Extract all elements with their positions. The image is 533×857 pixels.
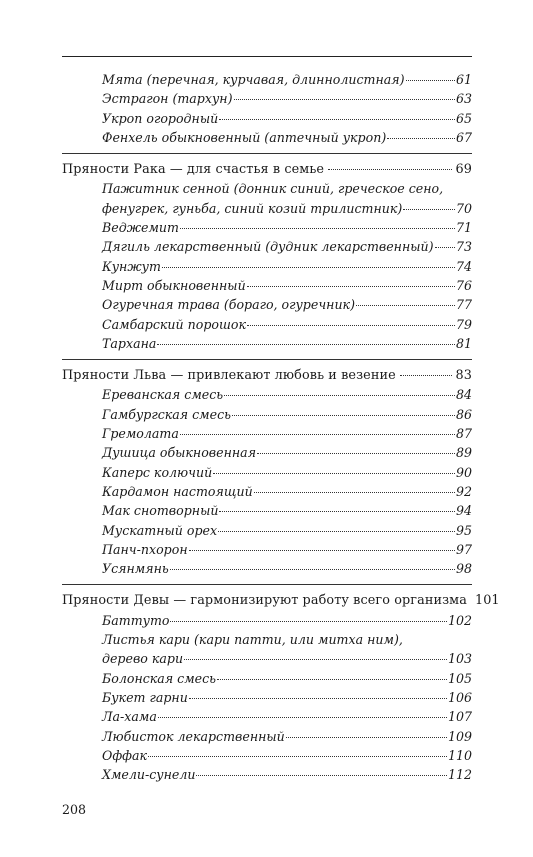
toc-entry-title: Дягиль лекарственный (дудник лекарственный)	[102, 239, 434, 255]
toc-entry-line	[62, 89, 472, 108]
toc-entry-title: Пажитник сенной (донник синий, греческое сено,	[102, 181, 444, 197]
toc-entry-page: 77	[455, 297, 472, 313]
toc-entry-line	[62, 727, 472, 746]
dot-leader	[196, 774, 446, 776]
toc-entry-line	[62, 649, 472, 668]
toc-entry-title: Оффак	[102, 747, 148, 763]
toc-entry-line	[62, 463, 472, 482]
toc-entry-line	[62, 611, 472, 630]
toc-entry-title: Укроп огородный	[102, 110, 219, 126]
toc-entry-title: Самбарский порошок	[102, 316, 247, 332]
toc-entry-title: Усянмянь	[102, 561, 169, 577]
toc-section	[62, 591, 500, 784]
dot-leader	[180, 227, 455, 229]
toc-entry-line	[62, 443, 472, 462]
toc-entry-line	[62, 559, 472, 578]
dot-leader	[170, 568, 455, 570]
toc-entry-line	[62, 334, 472, 353]
toc-entry-line	[62, 70, 472, 89]
dot-leader	[184, 658, 447, 660]
dot-leader	[234, 98, 455, 100]
section-divider	[62, 153, 472, 154]
toc-entry-page: 98	[455, 561, 472, 577]
toc-entry-line	[62, 746, 472, 765]
toc-section-title: Пряности Льва — привлекают любовь и везение	[62, 368, 396, 384]
toc-entry-page: 84	[455, 387, 472, 403]
toc-entry-line	[62, 501, 472, 520]
dot-leader	[247, 285, 455, 287]
dot-leader	[180, 433, 455, 435]
dot-leader	[217, 678, 447, 680]
toc-entry-page: 97	[455, 541, 472, 557]
toc-entry-page: 87	[455, 426, 472, 442]
toc-entry-line	[62, 521, 472, 540]
section-divider	[62, 359, 472, 360]
toc-section	[62, 160, 472, 353]
toc-entry-title: Баттуто	[102, 612, 170, 628]
toc-entry-continuation: дерево кари	[102, 651, 184, 667]
toc-entry-page: 79	[455, 316, 472, 332]
toc-entry-page: 107	[447, 709, 472, 725]
toc-entry-page: 74	[455, 258, 472, 274]
dot-leader	[158, 716, 447, 718]
toc-entry-title: Любисток лекарственный	[102, 728, 285, 744]
toc-entry-page: 109	[447, 728, 472, 744]
dot-leader	[224, 394, 455, 396]
toc-entry-page: 102	[447, 612, 472, 628]
dot-leader	[213, 472, 455, 474]
section-divider	[62, 584, 472, 585]
toc-entry-line	[62, 179, 472, 198]
toc-entry-line	[62, 688, 472, 707]
toc-section-heading	[62, 160, 472, 179]
toc-entry-title: Хмели-сунели	[102, 767, 196, 783]
dot-leader	[219, 118, 455, 120]
toc-entry-page: 61	[455, 72, 472, 87]
toc-entry-page: 106	[447, 689, 472, 705]
toc-section-title: Пряности Рака — для счастья в семье	[62, 162, 325, 178]
dot-leader	[189, 549, 455, 551]
toc-entry-line	[62, 669, 472, 688]
page-number: 208	[62, 802, 87, 817]
dot-leader	[148, 755, 447, 757]
toc-entry-page: 73	[455, 239, 472, 255]
toc-entry-page: 65	[455, 110, 472, 126]
toc-entry-title: Букет гарни	[102, 689, 188, 705]
toc-entry-page: 70	[455, 200, 472, 216]
toc-section-page: 101	[474, 593, 500, 609]
toc-entry-line	[62, 630, 472, 649]
dot-leader	[286, 736, 447, 738]
dot-leader	[218, 530, 455, 532]
toc-entry-line	[62, 199, 472, 218]
toc-entry-title: Каперс колючий	[102, 464, 213, 480]
toc-entry-title: Гремолата	[102, 426, 179, 442]
toc-entry-title: Мак снотворный	[102, 503, 219, 519]
toc-entry-title: Болонская смесь	[102, 670, 217, 686]
toc-entry-line	[62, 257, 472, 276]
toc-section-title: Пряности Девы — гармонизируют работу всего организма	[62, 593, 467, 609]
toc-section-intro	[62, 70, 472, 147]
toc-entry-page: 89	[455, 445, 472, 461]
toc-section-page: 83	[455, 368, 472, 384]
dot-leader	[157, 343, 455, 345]
toc-entry-line	[62, 765, 472, 784]
dot-leader	[400, 374, 452, 376]
toc-entry-page: 67	[455, 129, 472, 145]
toc-entry-title: Кунжут	[102, 258, 161, 274]
toc-entry-title: Фенхель обыкновенный (аптечный укроп)	[102, 129, 387, 145]
toc-entry-line	[62, 315, 472, 334]
toc-entry-line	[62, 109, 472, 128]
top-rule	[62, 56, 472, 57]
dot-leader	[162, 266, 455, 268]
toc-entry-title: Ереванская смесь	[102, 387, 224, 403]
dot-leader	[170, 620, 446, 622]
dot-leader	[356, 304, 455, 306]
dot-leader	[328, 168, 451, 170]
toc-section-heading	[62, 591, 500, 610]
toc-section-page: 69	[455, 162, 472, 178]
dot-leader	[406, 79, 455, 81]
toc-entry-title: Эстрагон (тархун)	[102, 91, 233, 107]
toc-entry-page: 103	[447, 651, 472, 667]
toc-entry-line	[62, 482, 472, 501]
dot-leader	[387, 137, 455, 139]
dot-leader	[219, 510, 455, 512]
toc-entry-line	[62, 237, 472, 256]
toc-entry-page: 63	[455, 91, 472, 107]
toc-entry-page: 94	[455, 503, 472, 519]
toc-section-heading	[62, 366, 472, 385]
toc-entry-line	[62, 128, 472, 147]
toc-entry-title: Ла-хама	[102, 709, 157, 725]
dot-leader	[189, 697, 447, 699]
toc-entry-title: Веджемит	[102, 220, 179, 236]
toc-entry-page: 105	[447, 670, 472, 686]
toc-section	[62, 366, 472, 578]
toc-entry-line	[62, 540, 472, 559]
toc-entry-page: 92	[455, 483, 472, 499]
toc-entry-continuation: фенугрек, гуньба, синий козий трилистник)	[102, 200, 403, 216]
toc-entry-title: Листья кари (кари патти, или митха ним),	[102, 632, 403, 648]
toc-entry-line	[62, 276, 472, 295]
toc-entry-page: 71	[455, 220, 472, 236]
toc-entry-title: Мята (перечная, курчавая, длиннолистная)	[102, 72, 405, 87]
toc-entry-title: Кардамон настоящий	[102, 483, 253, 499]
toc-entry-line	[62, 218, 472, 237]
toc-entry-line	[62, 385, 472, 404]
toc-entry-title: Мускатный орех	[102, 522, 218, 538]
toc-entry-page: 76	[455, 277, 472, 293]
dot-leader	[435, 246, 455, 248]
toc-entry-page: 95	[455, 522, 472, 538]
toc-entry-title: Мирт обыкновенный	[102, 277, 246, 293]
dot-leader	[247, 324, 455, 326]
toc-entry-page: 86	[455, 406, 472, 422]
toc-entry-line	[62, 405, 472, 424]
dot-leader	[257, 452, 455, 454]
toc-entry-line	[62, 424, 472, 443]
toc-entry-line	[62, 295, 472, 314]
table-of-contents	[62, 70, 500, 784]
toc-entry-page: 112	[447, 767, 472, 783]
toc-entry-line	[62, 707, 472, 726]
toc-entry-title: Душица обыкновенная	[102, 445, 257, 461]
toc-entry-title: Огуречная трава (бораго, огуречник)	[102, 297, 355, 313]
dot-leader	[254, 491, 455, 493]
dot-leader	[403, 208, 455, 210]
dot-leader	[232, 414, 455, 416]
toc-entry-page: 110	[447, 747, 472, 763]
toc-entry-page: 90	[455, 464, 472, 480]
toc-entry-title: Панч-пхорон	[102, 541, 188, 557]
toc-entry-title: Гамбургская смесь	[102, 406, 231, 422]
toc-entry-title: Тархана	[102, 335, 157, 351]
toc-entry-page: 81	[455, 335, 472, 351]
